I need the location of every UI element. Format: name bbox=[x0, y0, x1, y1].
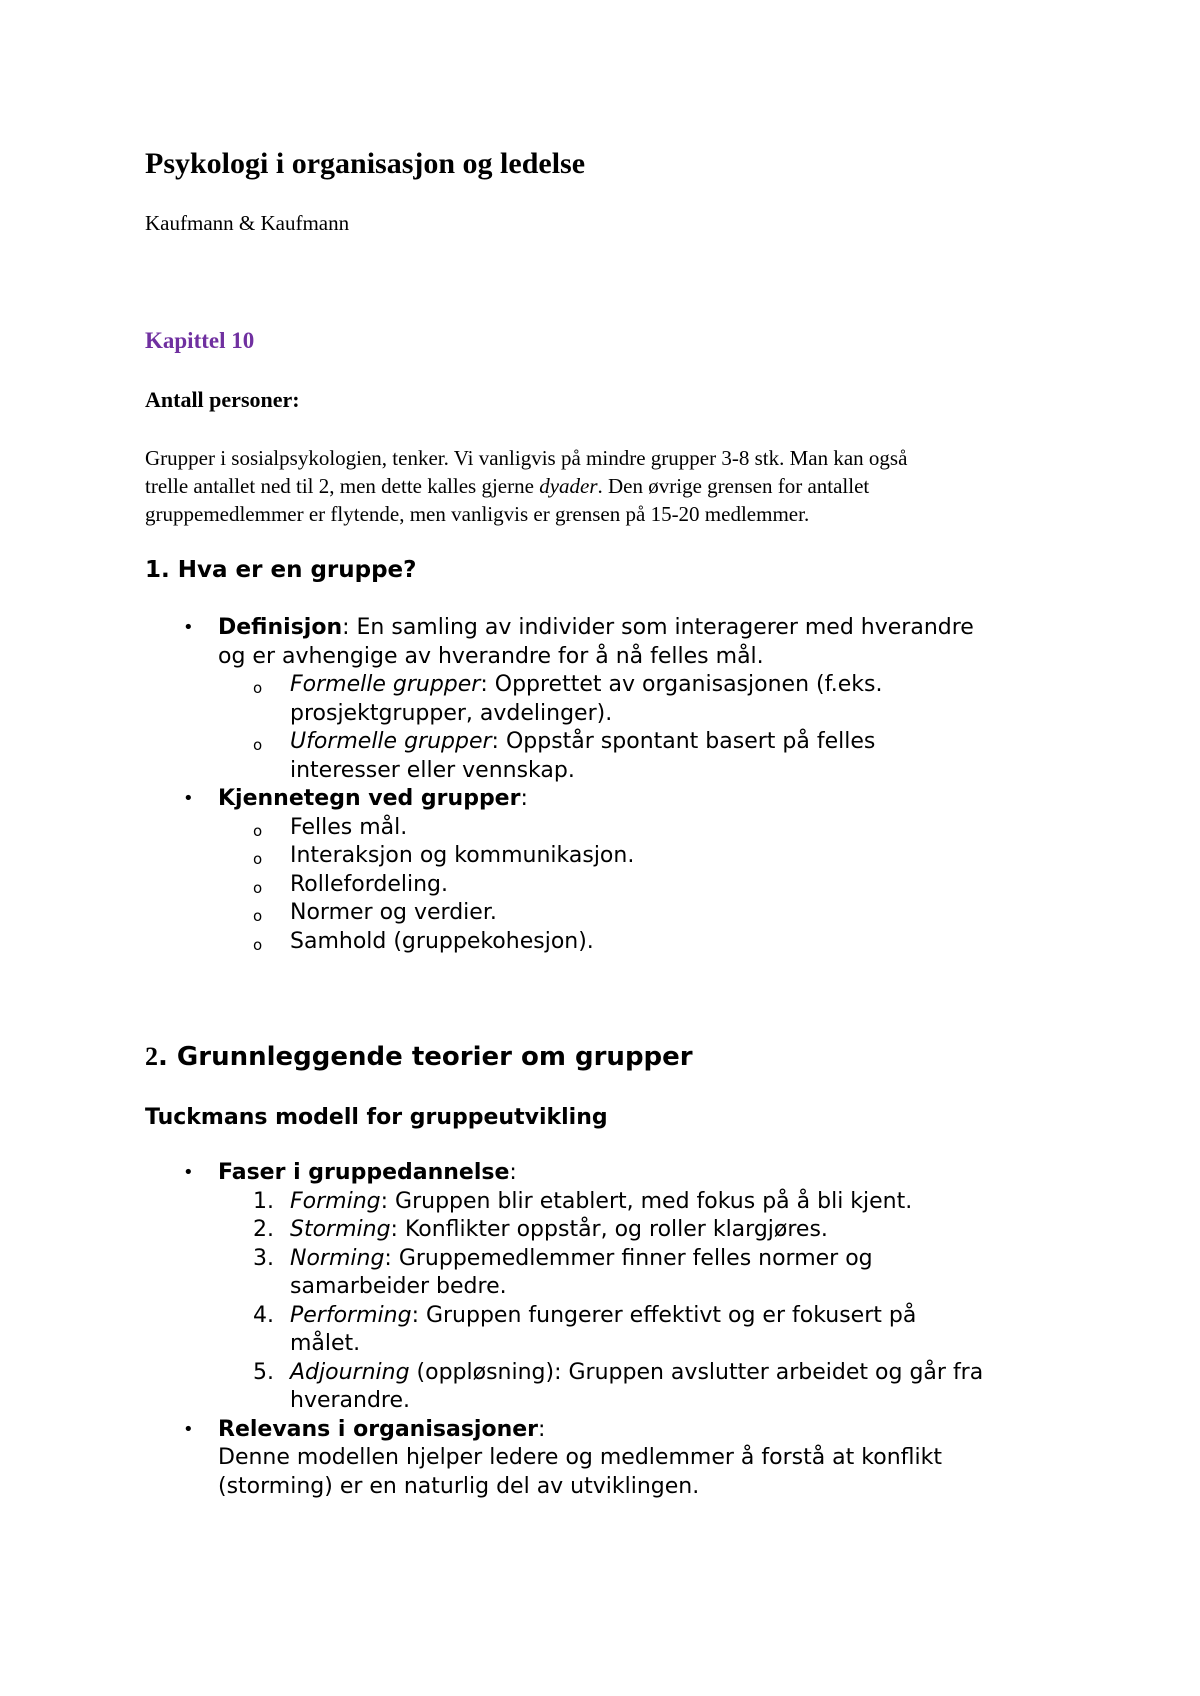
item-number: 2. bbox=[253, 1217, 274, 1242]
item-number: 5. bbox=[253, 1359, 274, 1385]
item-text: Interaksjon og kommunikasjon. bbox=[290, 843, 635, 868]
circle-bullet-icon: o bbox=[253, 736, 263, 754]
circle-bullet-icon: o bbox=[253, 907, 263, 925]
paragraph-line: Grupper i sosialpsykologien, tenker. Vi vanligvis på mindre grupper 3-8 stk. Man kan også bbox=[145, 446, 908, 470]
item-text: : Oppstår spontant basert på felles bbox=[491, 729, 876, 754]
circle-bullet-icon: o bbox=[253, 935, 263, 954]
circle-bullet-icon: o bbox=[253, 878, 263, 897]
chapter-heading: Kapittel 10 bbox=[145, 328, 255, 353]
list-subitem bbox=[145, 814, 1085, 843]
tuckman-heading: Tuckmans modell for gruppeutvikling bbox=[145, 1105, 608, 1130]
list-item-continuation: samarbeider bedre. bbox=[290, 1274, 507, 1299]
section-2-heading bbox=[145, 1040, 693, 1074]
document-authors: Kaufmann & Kaufmann bbox=[145, 211, 350, 235]
item-text: Samhold (gruppekohesjon). bbox=[290, 928, 594, 954]
item-number: 1. bbox=[253, 1188, 274, 1214]
term: Faser i gruppedannelse bbox=[218, 1160, 510, 1185]
item-text: : bbox=[520, 786, 528, 811]
circle-bullet-icon: o bbox=[253, 821, 263, 840]
list-item-continuation: interesser eller vennskap. bbox=[290, 757, 575, 783]
list-item-continuation: Denne modellen hjelper ledere og medlemmer å forstå at konflikt bbox=[218, 1445, 942, 1470]
paragraph-text: . Den øvrige grensen for antallet bbox=[597, 474, 870, 498]
item-text: Normer og verdier. bbox=[290, 900, 497, 925]
bullet-icon: • bbox=[183, 617, 194, 638]
term: Norming bbox=[290, 1245, 385, 1271]
term: Definisjon bbox=[218, 615, 343, 640]
circle-bullet-icon: o bbox=[253, 679, 263, 697]
list-item-continuation: målet. bbox=[290, 1331, 361, 1356]
term: Performing bbox=[290, 1302, 412, 1328]
item-number: 4. bbox=[253, 1302, 274, 1328]
dyader-term: dyader bbox=[539, 474, 598, 498]
item-text: : Gruppemedlemmer finner felles normer og bbox=[384, 1245, 873, 1271]
circle-bullet-icon: o bbox=[253, 850, 263, 868]
section-1-heading: 1. Hva er en gruppe? bbox=[145, 557, 417, 583]
antall-personer-paragraph bbox=[145, 444, 1085, 528]
term: Uformelle grupper bbox=[290, 729, 492, 754]
item-text: : Gruppen fungerer effektivt og er fokusert på bbox=[411, 1302, 917, 1328]
paragraph-line: gruppemedlemmer er flytende, men vanligvis er grensen på 15-20 medlemmer. bbox=[145, 502, 810, 526]
list-item-continuation: (storming) er en naturlig del av utviklingen. bbox=[218, 1473, 700, 1499]
term: Formelle grupper bbox=[290, 672, 481, 697]
item-text: : bbox=[509, 1160, 517, 1185]
item-text: Felles mål. bbox=[290, 814, 408, 840]
item-text: : En samling av individer som interagerer med hverandre bbox=[342, 615, 974, 640]
term: Relevans i organisasjoner bbox=[218, 1416, 539, 1442]
list-item-continuation: prosjektgrupper, avdelinger). bbox=[290, 700, 613, 726]
term: Kjennetegn ved grupper bbox=[218, 786, 521, 811]
item-text: : Gruppen blir etablert, med fokus på å bli kjent. bbox=[380, 1188, 913, 1214]
list-subitem bbox=[145, 899, 1085, 928]
bullet-icon: • bbox=[183, 788, 194, 809]
numbered-item-norming bbox=[145, 1245, 1085, 1274]
list-item-kjennetegn bbox=[145, 785, 1085, 814]
paragraph-line bbox=[145, 472, 1085, 500]
list-item-relevans bbox=[145, 1416, 1085, 1445]
list-subitem bbox=[145, 928, 1085, 957]
list-item-definisjon bbox=[145, 614, 1085, 643]
item-text: : Opprettet av organisasjonen (f.eks. bbox=[480, 672, 883, 697]
list-subitem-uformelle bbox=[145, 728, 1085, 757]
list-subitem bbox=[145, 871, 1085, 900]
list-item-faser bbox=[145, 1159, 1085, 1188]
item-text: : Konflikter oppstår, og roller klargjøres. bbox=[390, 1217, 828, 1242]
list-subitem bbox=[145, 842, 1085, 871]
bullet-icon: • bbox=[183, 1418, 194, 1440]
item-number: 3. bbox=[253, 1245, 274, 1271]
numbered-item-storming bbox=[145, 1216, 1085, 1245]
section-1-list bbox=[145, 614, 1085, 956]
term: Adjourning bbox=[290, 1359, 410, 1385]
section-2-list bbox=[145, 1159, 1085, 1501]
numbered-item-adjourning bbox=[145, 1359, 1085, 1388]
bullet-icon: • bbox=[183, 1162, 194, 1183]
numbered-item-performing bbox=[145, 1302, 1085, 1331]
item-text: : bbox=[538, 1416, 546, 1442]
numbered-item-forming bbox=[145, 1188, 1085, 1217]
item-text: Rollefordeling. bbox=[290, 871, 449, 897]
term: Forming bbox=[290, 1188, 381, 1214]
list-item-continuation: hverandre. bbox=[290, 1388, 411, 1413]
list-subitem-formelle bbox=[145, 671, 1085, 700]
paragraph-text: trelle antallet ned til 2, men dette kalles gjerne bbox=[145, 474, 540, 498]
list-item-continuation: og er avhengige av hverandre for å nå felles mål. bbox=[218, 643, 764, 669]
term: Storming bbox=[290, 1217, 391, 1242]
section-title: . Grunnleggende teorier om grupper bbox=[158, 1042, 693, 1072]
antall-personer-heading: Antall personer: bbox=[145, 387, 300, 412]
document-title: Psykologi i organisasjon og ledelse bbox=[145, 147, 586, 180]
section-number: 2 bbox=[145, 1042, 158, 1071]
item-text: (oppløsning): Gruppen avslutter arbeidet og går fra bbox=[409, 1359, 984, 1385]
